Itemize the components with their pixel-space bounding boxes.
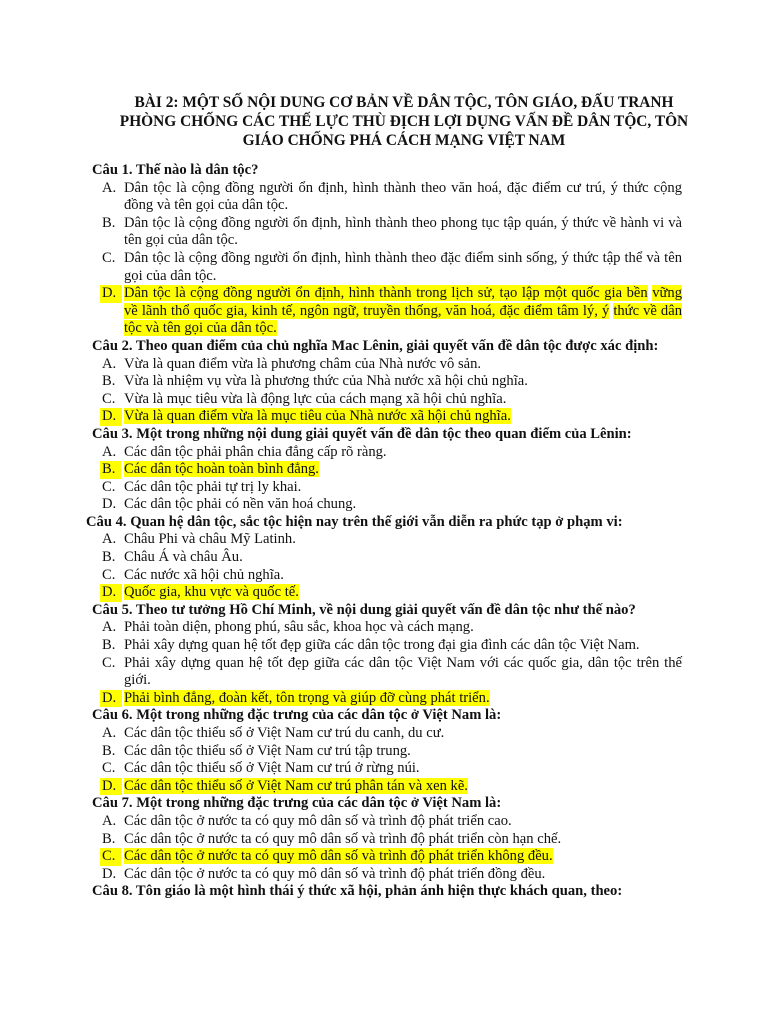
option-text: Phải toàn diện, phong phú, sâu sắc, khoa học và cách mạng. <box>124 619 474 636</box>
option-letter: C. <box>102 654 116 671</box>
answer-option-highlighted <box>0 584 768 602</box>
answer-option <box>0 356 768 374</box>
answer-option <box>0 619 768 637</box>
option-text: Châu Phi và châu Mỹ Latinh. <box>124 531 296 548</box>
question-list <box>0 162 768 901</box>
option-text: Các dân tộc thiểu số ở Việt Nam cư trú du canh, du cư. <box>124 725 445 741</box>
question-label: Câu 6. Một trong những đặc trưng của các dân tộc ở Việt Nam là: <box>92 707 502 724</box>
option-text: Vừa là quan điểm vừa là mục tiêu của Nhà nước xã hội chủ nghĩa. <box>124 408 511 425</box>
answer-option <box>0 391 768 409</box>
answer-option <box>0 866 768 884</box>
option-text: Châu Á và châu Âu. <box>124 549 243 566</box>
option-letter: B. <box>102 637 116 654</box>
answer-option-highlighted <box>0 848 768 866</box>
option-letter: D. <box>100 285 122 303</box>
option-text: Vừa là mục tiêu vừa là động lực của cách mạng xã hội chủ nghĩa. <box>124 390 507 407</box>
option-text: Các dân tộc thiểu số ở Việt Nam cư trú ở rừng núi. <box>124 760 420 777</box>
option-text: Các dân tộc phải có nền văn hoá chung. <box>124 496 357 513</box>
option-letter: A. <box>102 443 117 460</box>
question-label: Câu 1. Thế nào là dân tộc? <box>92 162 259 178</box>
option-letter: B. <box>102 214 116 231</box>
option-letter: D. <box>100 690 122 708</box>
option-text: giới. <box>124 672 151 689</box>
answer-option <box>0 180 768 215</box>
option-letter: A. <box>102 725 117 741</box>
option-letter: D. <box>102 496 117 513</box>
option-letter: B. <box>102 373 116 390</box>
question-label: Câu 5. Theo tư tưởng Hồ Chí Minh, về nội dung giải quyết vấn đề dân tộc như thế nào? <box>92 601 636 618</box>
option-text: Các dân tộc ở nước ta có quy mô dân số và trình độ phát triển không đều. <box>124 848 553 865</box>
option-letter: D. <box>100 584 122 602</box>
option-text: Các dân tộc ở nước ta có quy mô dân số và trình độ phát triển đồng đều. <box>124 865 546 882</box>
option-text: Dân tộc là cộng đồng người ổn định, hình thành trong lịch sử, tạo lập một quốc gia bền <box>124 285 648 302</box>
answer-option-highlighted <box>0 778 768 796</box>
option-letter: B. <box>100 461 121 479</box>
option-letter: B. <box>102 830 116 847</box>
option-letter: D. <box>102 865 117 882</box>
answer-option-highlighted <box>0 690 768 708</box>
option-letter: A. <box>102 812 117 829</box>
option-text: Các dân tộc ở nước ta có quy mô dân số và trình độ phát triển cao. <box>124 812 512 829</box>
option-text: Dân tộc là cộng đồng người ổn định, hình thành theo phong tục tập quán, ý thức về hành vi <box>124 214 665 231</box>
question-label: Câu 4. Quan hệ dân tộc, sắc tộc hiện nay trên thế giới vẫn diễn ra phức tạp ở phạm vi: <box>86 513 623 530</box>
option-text: và tên gọi của dân tộc. <box>124 214 682 249</box>
answer-option-highlighted <box>0 461 768 479</box>
answer-option <box>0 479 768 497</box>
option-letter: D. <box>100 408 122 426</box>
option-text: Dân tộc là cộng đồng người ổn định, hình thành theo đặc điểm sinh sống, ý thức tập thể và <box>124 249 661 266</box>
option-letter: A. <box>102 619 117 636</box>
option-text: Các dân tộc ở nước ta có quy mô dân số và trình độ phát triển còn hạn chế. <box>124 830 562 847</box>
answer-option <box>0 215 768 250</box>
option-text: Phải bình đẳng, đoàn kết, tôn trọng và giúp đỡ cùng phát triển. <box>124 689 490 706</box>
option-letter: A. <box>102 355 117 372</box>
option-letter: D. <box>100 778 122 796</box>
document-title <box>80 93 728 150</box>
answer-option-highlighted <box>0 285 768 338</box>
option-text: Dân tộc là cộng đồng người ổn định, hình thành theo văn hoá, đặc điểm cư trú, ý thức cộng <box>124 179 682 196</box>
question-label: Câu 2. Theo quan điểm của chủ nghĩa Mac Lênin, giải quyết vấn đề dân tộc được xác định: <box>92 337 659 354</box>
option-text: Vừa là quan điểm vừa là phương châm của Nhà nước vô sản. <box>124 355 482 372</box>
option-letter: B. <box>102 549 116 566</box>
option-letter: A. <box>102 179 117 196</box>
answer-option <box>0 655 768 690</box>
title-line: GIÁO CHỐNG PHÁ CÁCH MẠNG VIỆT NAM <box>242 132 566 149</box>
question-label: Câu 3. Một trong những nội dung giải quyết vấn đề dân tộc theo quan điểm của Lênin: <box>92 425 632 442</box>
option-letter: B. <box>102 742 116 759</box>
option-text: Các nước xã hội chủ nghĩa. <box>124 566 284 583</box>
option-letter: C. <box>102 249 116 266</box>
answer-option <box>0 831 768 849</box>
option-letter: C. <box>102 566 116 583</box>
answer-option <box>0 813 768 831</box>
option-text: Phải xây dựng quan hệ tốt đẹp giữa các dân tộc Việt Nam với các quốc gia, dân tộc trên thế <box>124 654 682 671</box>
option-letter: C. <box>100 848 121 866</box>
option-letter: C. <box>102 390 116 407</box>
answer-option <box>0 373 768 391</box>
answer-option <box>0 743 768 761</box>
option-text: Các dân tộc hoàn toàn bình đẳng. <box>124 461 319 478</box>
question-label: Câu 7. Một trong những đặc trưng của các dân tộc ở Việt Nam là: <box>92 795 502 812</box>
answer-option <box>0 496 768 514</box>
option-letter: A. <box>102 531 117 548</box>
answer-option <box>0 531 768 549</box>
option-text: Phải xây dựng quan hệ tốt đẹp giữa các dân tộc trong đại gia đình các dân tộc Việt Nam. <box>124 637 640 654</box>
option-letter: C. <box>102 760 116 777</box>
option-letter: C. <box>102 478 116 495</box>
question-label: Câu 8. Tôn giáo là một hình thái ý thức xã hội, phản ánh hiện thực khách quan, theo: <box>92 883 623 900</box>
option-text: Vừa là nhiệm vụ vừa là phương thức của Nhà nước xã hội chủ nghĩa. <box>124 373 528 390</box>
answer-option-highlighted <box>0 408 768 426</box>
option-text: Các dân tộc phải tự trị ly khai. <box>124 478 302 495</box>
option-text: tên gọi của dân tộc. <box>124 249 682 284</box>
answer-option <box>0 637 768 655</box>
option-text: Các dân tộc thiểu số ở Việt Nam cư trú phân tán và xen kẽ. <box>124 777 468 794</box>
answer-option <box>0 567 768 585</box>
answer-option <box>0 250 768 285</box>
title-line: PHÒNG CHỐNG CÁC THẾ LỰC THÙ ĐỊCH LỢI DỤNG VẤN ĐỀ DÂN TỘC, TÔN <box>119 113 689 130</box>
answer-option <box>0 549 768 567</box>
answer-option <box>0 760 768 778</box>
option-text: vững về lãnh thổ quốc gia, kinh tế, ngôn ngữ, truyền thống, văn hoá, đặc điểm tâm lý, ý <box>124 285 682 319</box>
answer-option <box>0 725 768 743</box>
title-line: BÀI 2: MỘT SỐ NỘI DUNG CƠ BẢN VỀ DÂN TỘC, TÔN GIÁO, ĐẤU TRANH <box>134 94 674 111</box>
option-text: Quốc gia, khu vực và quốc tế. <box>124 584 299 601</box>
answer-option <box>0 444 768 462</box>
option-text: đồng và tên gọi của dân tộc. <box>124 197 289 214</box>
option-text: Các dân tộc phải phân chia đẳng cấp rõ ràng. <box>124 443 387 460</box>
option-text: Các dân tộc thiểu số ở Việt Nam cư trú tập trung. <box>124 742 411 759</box>
option-text: thức về dân tộc và tên gọi của dân tộc. <box>124 302 682 337</box>
